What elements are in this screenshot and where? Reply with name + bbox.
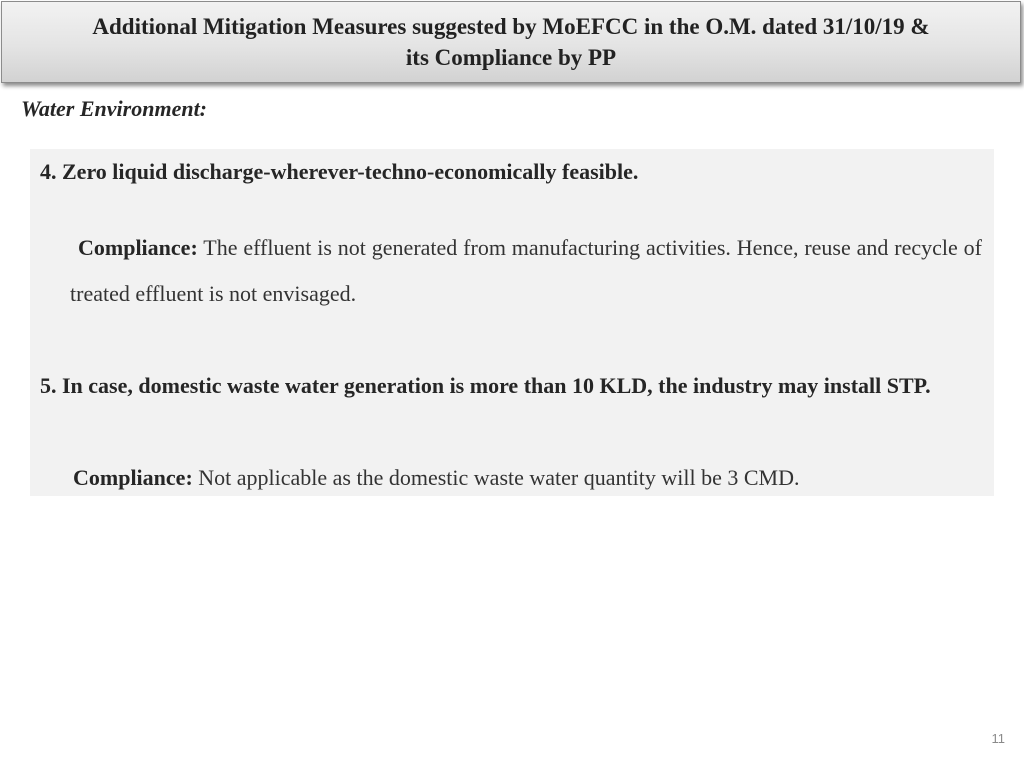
measure-5-compliance bbox=[73, 455, 799, 501]
measure-4-compliance bbox=[70, 225, 982, 317]
slide-title-line-1: Additional Mitigation Measures suggested by MoEFCC in the O.M. dated 31/10/19 & bbox=[92, 14, 930, 39]
section-heading-water-environment: Water Environment: bbox=[21, 96, 208, 121]
compliance-text: Not applicable as the domestic waste water quantity will be 3 CMD. bbox=[192, 465, 800, 490]
page-number: 11 bbox=[991, 731, 1005, 746]
compliance-label: Compliance: bbox=[78, 235, 198, 260]
measure-4-heading: 4. Zero liquid discharge-wherever-techno-economically feasible. bbox=[40, 159, 639, 184]
slide-title-line-2: its Compliance by PP bbox=[405, 45, 617, 70]
measure-5-heading: 5. In case, domestic waste water generation is more than 10 KLD, the industry may install STP. bbox=[40, 373, 931, 398]
slide-title-box bbox=[1, 1, 1021, 83]
measures-content-box bbox=[30, 149, 994, 496]
compliance-label: Compliance: bbox=[73, 465, 193, 490]
compliance-text: The effluent is not generated from manufacturing activities. Hence, reuse and recycle of treated effluent is not envisaged. bbox=[70, 235, 982, 306]
